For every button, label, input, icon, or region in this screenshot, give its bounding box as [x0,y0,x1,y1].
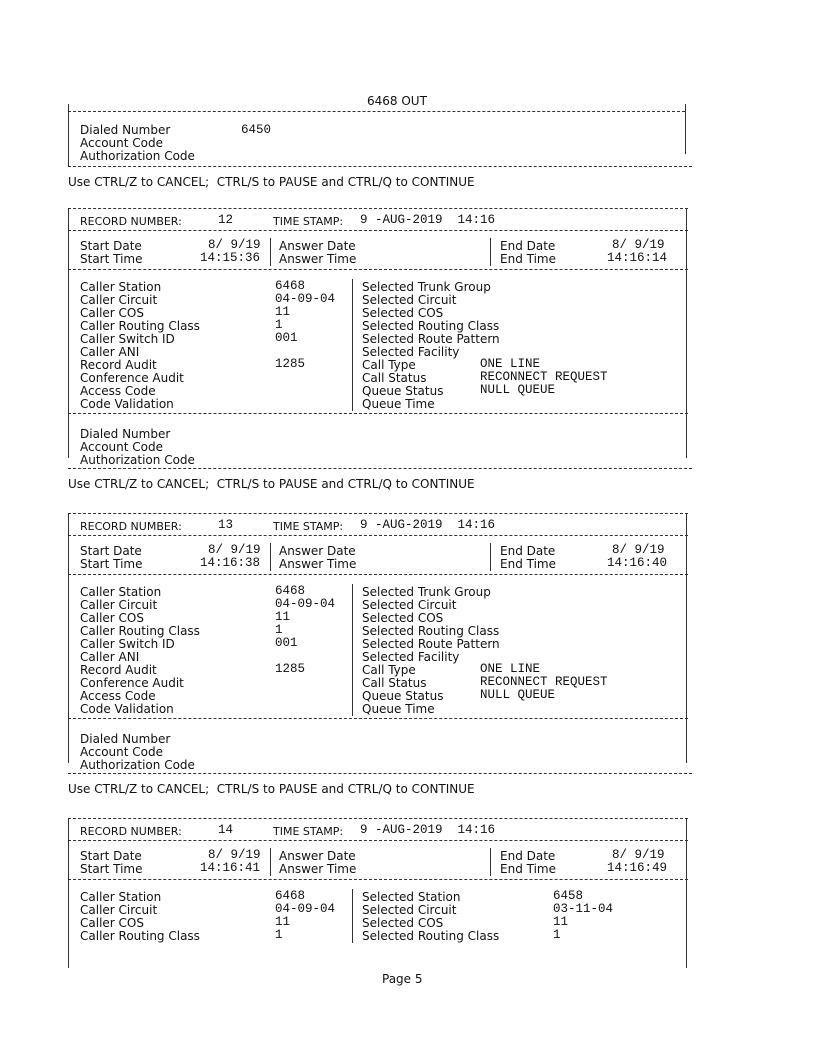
divider [68,513,69,763]
call-status-label: Call Status [362,676,427,690]
call-status-value: RECONNECT REQUEST [480,675,608,689]
start-time-value: 14:15:36 [200,251,261,265]
selected-routing-class-label: Selected Routing Class [362,319,500,333]
account-code-label: Account Code [80,745,163,759]
queue-status-value: NULL QUEUE [480,383,556,397]
divider [270,848,271,876]
code-validation-label: Code Validation [80,397,174,411]
instruction-text: Use CTRL/Z to CANCEL; CTRL/S to PAUSE and CTRL/Q to CONTINUE [68,782,475,796]
time-stamp-value: 9 -AUG-2019 14:16 [360,213,496,227]
caller-station-label: Caller Station [80,890,162,904]
end-date-label: End Date [500,849,556,863]
time-stamp-label: TIME STAMP: [273,520,344,533]
answer-date-label: Answer Date [279,239,356,253]
end-time-value: 14:16:40 [607,556,668,570]
end-date-value: 8/ 9/19 [612,238,665,252]
caller-routing-class-label: Caller Routing Class [80,319,200,333]
divider [68,468,692,469]
selected-circuit-label: Selected Circuit [362,598,457,612]
caller-circuit-label: Caller Circuit [80,598,158,612]
caller-routing-class-value: 1 [275,623,283,637]
answer-time-label: Answer Time [279,557,357,571]
caller-ani-label: Caller ANI [80,650,140,664]
start-date-value: 8/ 9/19 [208,238,261,252]
divider [490,848,491,876]
selected-routing-class-label: Selected Routing Class [362,929,500,943]
caller-cos-label: Caller COS [80,611,144,625]
dialed-number-label: Dialed Number [80,123,171,137]
divider [68,773,692,774]
dialed-number-label: Dialed Number [80,427,171,441]
call-type-value: ONE LINE [480,357,541,371]
selected-cos-value: 11 [553,915,569,929]
record-audit-value: 1285 [275,357,306,371]
start-date-label: Start Date [80,239,142,253]
divider [270,543,271,571]
end-date-value: 8/ 9/19 [612,543,665,557]
selected-station-value: 6458 [553,889,584,903]
divider [68,269,688,270]
divider [68,208,688,209]
end-date-label: End Date [500,544,556,558]
page-title: 6468 OUT [367,94,427,108]
caller-switch-id-label: Caller Switch ID [80,332,175,346]
call-type-label: Call Type [362,358,416,372]
selected-cos-label: Selected COS [362,306,444,320]
record-audit-label: Record Audit [80,358,157,372]
record-number-value: 14 [218,823,234,837]
divider [685,104,686,154]
account-code-label: Account Code [80,440,163,454]
caller-routing-class-value: 1 [275,318,283,332]
divider [68,111,685,112]
record-number-value: 13 [218,518,234,532]
divider [270,238,271,266]
divider [68,879,688,880]
time-stamp-value: 9 -AUG-2019 14:16 [360,823,496,837]
answer-time-label: Answer Time [279,862,357,876]
time-stamp-value: 9 -AUG-2019 14:16 [360,518,496,532]
record-number-label: RECORD NUMBER: [80,215,182,228]
authorization-code-label: Authorization Code [80,453,195,467]
record-number-label: RECORD NUMBER: [80,520,182,533]
selected-routing-class-label: Selected Routing Class [362,624,500,638]
record-number-value: 12 [218,213,234,227]
time-stamp-label: TIME STAMP: [273,825,344,838]
divider [352,889,353,943]
selected-trunk-group-label: Selected Trunk Group [362,585,491,599]
conference-audit-label: Conference Audit [80,371,184,385]
record-number-label: RECORD NUMBER: [80,825,182,838]
divider [68,166,692,167]
start-date-value: 8/ 9/19 [208,848,261,862]
start-time-value: 14:16:41 [200,861,261,875]
divider [68,818,688,819]
authorization-code-label: Authorization Code [80,149,195,163]
end-time-value: 14:16:14 [607,251,668,265]
answer-date-label: Answer Date [279,849,356,863]
call-status-label: Call Status [362,371,427,385]
caller-cos-label: Caller COS [80,916,144,930]
call-status-value: RECONNECT REQUEST [480,370,608,384]
dialed-number-value: 6450 [241,123,272,137]
selected-trunk-group-label: Selected Trunk Group [362,280,491,294]
caller-ani-label: Caller ANI [80,345,140,359]
selected-facility-label: Selected Facility [362,345,460,359]
record-audit-value: 1285 [275,662,306,676]
access-code-label: Access Code [80,384,156,398]
dialed-number-label: Dialed Number [80,732,171,746]
conference-audit-label: Conference Audit [80,676,184,690]
caller-circuit-label: Caller Circuit [80,903,158,917]
queue-time-label: Queue Time [362,702,435,716]
start-time-value: 14:16:38 [200,556,261,570]
caller-switch-id-value: 001 [275,331,298,345]
divider [68,230,688,231]
selected-route-pattern-label: Selected Route Pattern [362,637,500,651]
instruction-text: Use CTRL/Z to CANCEL; CTRL/S to PAUSE and CTRL/Q to CONTINUE [68,175,475,189]
divider [490,238,491,266]
start-date-label: Start Date [80,544,142,558]
selected-circuit-label: Selected Circuit [362,293,457,307]
selected-route-pattern-label: Selected Route Pattern [362,332,500,346]
start-time-label: Start Time [80,862,143,876]
end-date-value: 8/ 9/19 [612,848,665,862]
start-date-value: 8/ 9/19 [208,543,261,557]
selected-cos-label: Selected COS [362,611,444,625]
authorization-code-label: Authorization Code [80,758,195,772]
divider [686,513,687,763]
end-date-label: End Date [500,239,556,253]
divider [68,718,688,719]
end-time-label: End Time [500,557,556,571]
caller-switch-id-value: 001 [275,636,298,650]
caller-circuit-value: 04-09-04 [275,292,336,306]
end-time-label: End Time [500,862,556,876]
caller-station-label: Caller Station [80,280,162,294]
answer-time-label: Answer Time [279,252,357,266]
caller-station-value: 6468 [275,279,306,293]
selected-facility-label: Selected Facility [362,650,460,664]
divider [68,104,69,166]
queue-status-label: Queue Status [362,689,444,703]
end-time-label: End Time [500,252,556,266]
caller-cos-value: 11 [275,305,291,319]
divider [68,413,688,414]
caller-cos-value: 11 [275,915,291,929]
call-type-label: Call Type [362,663,416,677]
access-code-label: Access Code [80,689,156,703]
divider [352,584,353,716]
answer-date-label: Answer Date [279,544,356,558]
divider [68,535,688,536]
queue-status-value: NULL QUEUE [480,688,556,702]
divider [352,279,353,411]
page-number: Page 5 [382,972,423,986]
caller-station-label: Caller Station [80,585,162,599]
divider [686,208,687,458]
divider [68,513,688,514]
divider [68,840,688,841]
caller-switch-id-label: Caller Switch ID [80,637,175,651]
instruction-text: Use CTRL/Z to CANCEL; CTRL/S to PAUSE and CTRL/Q to CONTINUE [68,477,475,491]
time-stamp-label: TIME STAMP: [273,215,344,228]
code-validation-label: Code Validation [80,702,174,716]
divider [68,208,69,458]
caller-station-value: 6468 [275,584,306,598]
account-code-label: Account Code [80,136,163,150]
record-audit-label: Record Audit [80,663,157,677]
caller-cos-value: 11 [275,610,291,624]
end-time-value: 14:16:49 [607,861,668,875]
caller-circuit-label: Caller Circuit [80,293,158,307]
start-time-label: Start Time [80,557,143,571]
selected-cos-label: Selected COS [362,916,444,930]
selected-routing-class-value: 1 [553,928,561,942]
start-time-label: Start Time [80,252,143,266]
divider [490,543,491,571]
caller-circuit-value: 04-09-04 [275,902,336,916]
start-date-label: Start Date [80,849,142,863]
selected-circuit-label: Selected Circuit [362,903,457,917]
caller-cos-label: Caller COS [80,306,144,320]
queue-status-label: Queue Status [362,384,444,398]
queue-time-label: Queue Time [362,397,435,411]
caller-station-value: 6468 [275,889,306,903]
selected-circuit-value: 03-11-04 [553,902,614,916]
caller-routing-class-value: 1 [275,928,283,942]
caller-routing-class-label: Caller Routing Class [80,929,200,943]
divider [68,574,688,575]
caller-circuit-value: 04-09-04 [275,597,336,611]
call-type-value: ONE LINE [480,662,541,676]
caller-routing-class-label: Caller Routing Class [80,624,200,638]
selected-station-label: Selected Station [362,890,461,904]
